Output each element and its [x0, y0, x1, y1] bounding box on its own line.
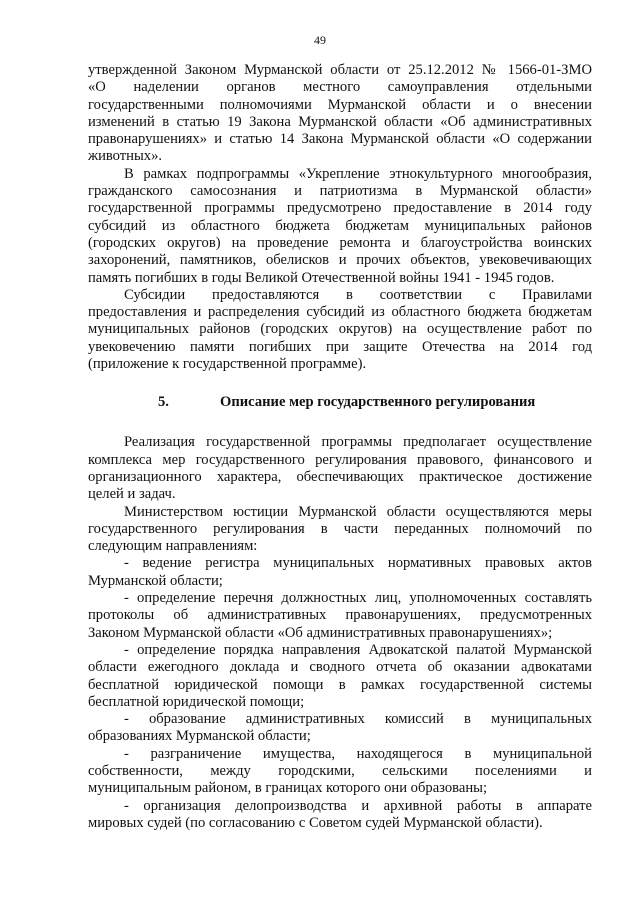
text-line: гражданского самосознания и патриотизма в Мурманской области» — [88, 183, 592, 200]
text-line: предоставления и распределения субсидий из областного бюджета бюджетам — [88, 304, 592, 321]
text-line: (городских округов) на проведение ремонта и благоустройства воинских — [88, 234, 592, 251]
text-line: Мурманской области; — [88, 572, 223, 589]
text-line: - образование административных комиссий в муниципальных — [124, 711, 592, 728]
list-item — [88, 798, 592, 833]
list-item — [88, 711, 592, 746]
text-line: следующим направлениям: — [88, 538, 258, 555]
text-line: образованиях Мурманской области; — [88, 728, 311, 745]
text-line: Министерством юстиции Мурманской области осуществляются меры — [124, 503, 592, 520]
text-line: субсидий из областного бюджета бюджетам муниципальных районов — [88, 217, 592, 234]
text-line: комплекса мер государственного регулирования правового, финансового и — [88, 451, 592, 468]
page-number: 49 — [314, 33, 326, 47]
paragraph-subprogram — [88, 166, 592, 287]
text-line: - определение порядка направления Адвокатской палатой Мурманской — [124, 641, 592, 658]
text-line: муниципальным районом, в границах которого они образованы; — [88, 780, 487, 797]
text-line: бесплатной юридической помощи в рамках государственной системы — [88, 676, 592, 693]
text-line: «О наделении органов местного самоуправления отдельными — [88, 79, 592, 96]
text-line: собственности, между городскими, сельскими поселениями и — [88, 762, 592, 779]
text-line: мировых судей (по согласованию с Советом судей Мурманской области). — [88, 814, 543, 831]
section-heading — [88, 394, 592, 412]
measures-list — [88, 555, 592, 832]
text-line: изменений в статью 19 Закона Мурманской области «Об административных — [88, 113, 592, 130]
paragraph-implementation — [88, 434, 592, 503]
list-item — [88, 555, 592, 590]
paragraph-ministry — [88, 504, 592, 556]
text-line: муниципальных районов (городских округов) на осуществление работ по — [88, 321, 592, 338]
page-body — [88, 62, 592, 832]
text-line: организационного характера, обеспечивающих практическое достижение — [88, 468, 592, 485]
spacer — [88, 373, 592, 390]
text-line: захоронений, памятников, обелисков и прочих объектов, увековечивающих — [88, 252, 592, 269]
section-title: Описание мер государственного регулирования — [220, 394, 536, 411]
text-line: - разграничение имущества, находящегося в муниципальной — [124, 745, 592, 762]
text-line: бесплатной юридической помощи; — [88, 693, 305, 710]
text-line: - определение перечня должностных лиц, уполномоченных составлять — [124, 590, 592, 607]
text-line: (приложение к государственной программе). — [88, 356, 367, 373]
text-line: память погибших в годы Великой Отечественной войны 1941 - 1945 годов. — [88, 269, 555, 286]
text-line: государственными полномочиями Мурманской области и о внесении — [88, 96, 592, 113]
section-number: 5. — [158, 394, 169, 411]
text-line: государственного регулирования в части переданных полномочий по — [88, 520, 592, 537]
text-line: увековечению памяти погибших при защите Отечества на 2014 год — [88, 338, 592, 355]
text-line: Законом Мурманской области «Об административных правонарушениях»; — [88, 624, 553, 641]
text-line: области ежегодного доклада и сводного отчета об оказании адвокатами — [88, 659, 592, 676]
text-line: животных». — [88, 148, 163, 165]
text-line: государственной программы предусмотрено предоставление в 2014 году — [88, 200, 592, 217]
text-line: утвержденной Законом Мурманской области от 25.12.2012 № 1566-01-ЗМО — [88, 62, 592, 78]
text-line: целей и задач. — [88, 486, 176, 503]
text-line: правонарушениях» и статью 14 Закона Мурманской области «О содержании — [88, 131, 592, 148]
text-line: - организация делопроизводства и архивной работы в аппарате — [124, 797, 592, 814]
list-item — [88, 642, 592, 711]
text-line: протоколы об административных правонарушениях, предусмотренных — [88, 607, 592, 624]
list-item — [88, 746, 592, 798]
text-line: - ведение регистра муниципальных нормативных правовых актов — [124, 555, 592, 572]
paragraph-legal-reference — [88, 62, 592, 166]
paragraph-subsidies — [88, 287, 592, 373]
text-line: Реализация государственной программы предполагает осуществление — [124, 434, 592, 451]
list-item — [88, 590, 592, 642]
text-line: В рамках подпрограммы «Укрепление этнокультурного многообразия, — [124, 165, 592, 182]
text-line: Субсидии предоставляются в соответствии с Правилами — [124, 286, 592, 303]
